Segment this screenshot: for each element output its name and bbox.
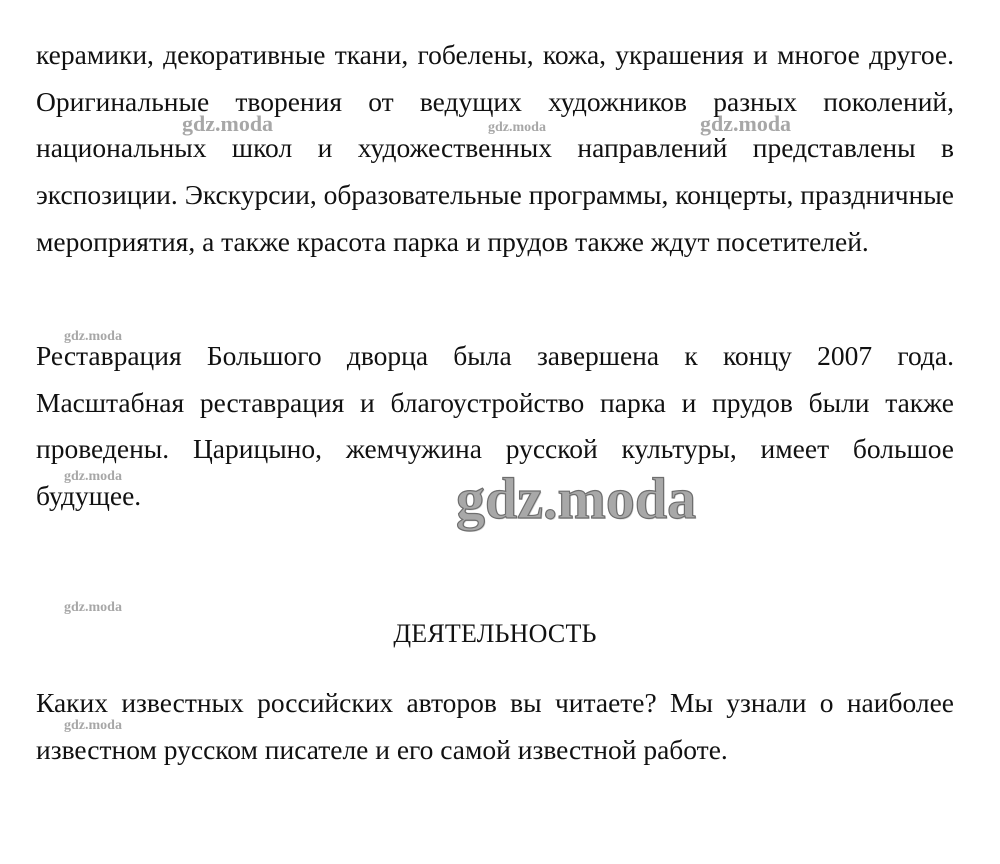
paragraph-museum-collection: керамики, декоративные ткани, гобелены, кожа, украшения и многое другое. Оригинальные творения от ведущих художников разных поколений, национальных школ и художественных направлений представлены в экспозиции. Экскурсии, образовательные программы, концерты, праздничные мероприятия, а также красота парка и прудов также ждут посетителей.: [36, 39, 954, 257]
paragraph-activity-question: Каких известных российских авторов вы читаете? Мы узнали о наиболее известном русском писателе и его самой известной работе.: [36, 687, 954, 765]
watermark-logo: gdz.moda: [64, 469, 122, 484]
watermark-logo: gdz.moda: [488, 120, 546, 135]
watermark-logo: gdz.moda: [64, 329, 122, 344]
watermark-logo: gdz.moda: [64, 718, 122, 733]
paragraph-palace-restoration: Реставрация Большого дворца была завершена к концу 2007 года. Масштабная реставрация и благоустройство парка и прудов были также проведены. Царицыно, жемчужина русской культуры, имеет большое будущее.: [36, 340, 954, 512]
section-heading: ДЕЯТЕЛЬНОСТЬ: [393, 619, 597, 648]
watermark-logo: gdz.moda: [182, 111, 274, 136]
watermark-logo: gdz.moda: [64, 600, 122, 615]
watermark-logo: gdz.moda: [700, 111, 792, 136]
watermark-logo-large: gdz.moda: [456, 466, 697, 531]
